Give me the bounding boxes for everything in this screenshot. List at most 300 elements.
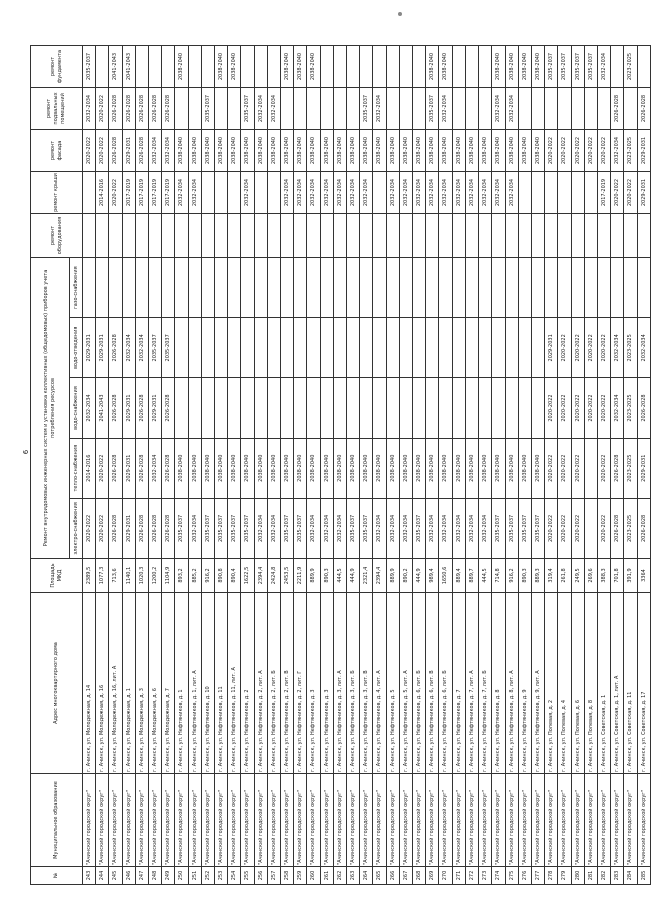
table-cell bbox=[294, 258, 307, 318]
table-cell bbox=[267, 46, 280, 88]
table-cell: 2020-2022 bbox=[597, 318, 610, 378]
table-cell: 2035-2037 bbox=[531, 498, 544, 558]
table-cell: 2032-2034 bbox=[399, 172, 412, 214]
table-cell: "Ачинский городской округ" bbox=[452, 774, 465, 867]
table-cell: 2035-2037 bbox=[149, 318, 162, 378]
table-cell bbox=[201, 318, 214, 378]
table-cell bbox=[373, 46, 386, 88]
table-cell: 283 bbox=[611, 867, 624, 885]
table-cell: 2032-2034 bbox=[611, 130, 624, 172]
table-row bbox=[637, 46, 650, 885]
table-cell: 2038-2040 bbox=[399, 130, 412, 172]
table-cell bbox=[439, 318, 452, 378]
table-cell: 2032-2034 bbox=[333, 498, 346, 558]
table-cell: 2035-2037 bbox=[201, 498, 214, 558]
table-cell: 2038-2040 bbox=[267, 130, 280, 172]
table-cell: г. Ачинск, ул. Нефтяников, д. 7, лит. А bbox=[465, 593, 478, 774]
table-cell bbox=[320, 258, 333, 318]
table-cell: "Ачинский городской округ" bbox=[531, 774, 544, 867]
table-cell: г. Ачинск, ул. Нефтяников, д. 6, лит. В bbox=[426, 593, 439, 774]
table-cell: 258 bbox=[281, 867, 294, 885]
table-cell: 2038-2040 bbox=[333, 438, 346, 498]
table-cell bbox=[320, 88, 333, 130]
table-cell: 2029-2031 bbox=[96, 318, 109, 378]
table-cell: 2038-2040 bbox=[294, 46, 307, 88]
table-row bbox=[175, 46, 188, 885]
table-cell: "Ачинский городской округ" bbox=[281, 774, 294, 867]
table-cell bbox=[531, 88, 544, 130]
table-cell bbox=[267, 318, 280, 378]
table-row bbox=[531, 46, 544, 885]
table-cell: 2038-2040 bbox=[531, 46, 544, 88]
table-cell bbox=[413, 378, 426, 438]
table-cell bbox=[175, 378, 188, 438]
table-cell bbox=[386, 214, 399, 258]
table-cell: 2017-2019 bbox=[122, 172, 135, 214]
table-row bbox=[611, 46, 624, 885]
table-cell: 261,8 bbox=[558, 559, 571, 593]
table-cell: г. Ачинск, ул. Нефтяников, д. 1, лит. А bbox=[188, 593, 201, 774]
table-cell bbox=[254, 172, 267, 214]
table-cell: 2038-2040 bbox=[373, 438, 386, 498]
table-cell bbox=[465, 214, 478, 258]
table-cell: 2032-2034 bbox=[373, 498, 386, 558]
table-cell: "Ачинский городской округ" bbox=[149, 774, 162, 867]
table-cell: 916,2 bbox=[201, 559, 214, 593]
table-row bbox=[135, 46, 148, 885]
table-cell: 2038-2040 bbox=[452, 438, 465, 498]
table-row bbox=[83, 46, 96, 885]
table-cell: г. Ачинск, ул. Нефтяников, д. 3 bbox=[307, 593, 320, 774]
table-cell: 2026-2028 bbox=[611, 88, 624, 130]
table-cell: 989,4 bbox=[426, 559, 439, 593]
table-cell bbox=[413, 46, 426, 88]
table-cell bbox=[465, 378, 478, 438]
table-cell bbox=[96, 258, 109, 318]
table-cell: 2038-2040 bbox=[531, 130, 544, 172]
table-cell bbox=[518, 378, 531, 438]
table-cell: 2032-2034 bbox=[320, 172, 333, 214]
table-cell bbox=[505, 378, 518, 438]
table-cell: 2026-2028 bbox=[135, 88, 148, 130]
table-cell bbox=[584, 438, 597, 498]
table-cell: 243 bbox=[83, 867, 96, 885]
table-cell bbox=[175, 318, 188, 378]
table-cell bbox=[584, 88, 597, 130]
scan-dot bbox=[398, 12, 402, 16]
table-cell: 2038-2040 bbox=[531, 438, 544, 498]
table-cell: 889,7 bbox=[465, 559, 478, 593]
table-cell: 2038-2040 bbox=[505, 46, 518, 88]
table-cell bbox=[545, 172, 558, 214]
table-row bbox=[571, 46, 584, 885]
table-cell bbox=[545, 214, 558, 258]
table-cell bbox=[373, 172, 386, 214]
table-cell: 2032-2034 bbox=[465, 172, 478, 214]
table-cell: 248 bbox=[149, 867, 162, 885]
table-row bbox=[122, 46, 135, 885]
table-cell bbox=[558, 172, 571, 214]
table-cell: 2032-2034 bbox=[135, 318, 148, 378]
table-cell: 264 bbox=[360, 867, 373, 885]
table-cell: 2020-2022 bbox=[584, 378, 597, 438]
table-cell bbox=[584, 258, 597, 318]
table-cell: 2038-2040 bbox=[386, 130, 399, 172]
table-cell: 2020-2022 bbox=[597, 130, 610, 172]
table-cell bbox=[584, 214, 597, 258]
table-cell bbox=[413, 88, 426, 130]
table-cell: 2035-2037 bbox=[558, 46, 571, 88]
table-row bbox=[399, 46, 412, 885]
table-cell: 2035-2037 bbox=[294, 498, 307, 558]
table-cell: 2035-2037 bbox=[162, 318, 175, 378]
table-cell: 2032-2034 bbox=[307, 172, 320, 214]
table-cell: 889,9 bbox=[307, 559, 320, 593]
table-cell: "Ачинский городской округ" bbox=[347, 774, 360, 867]
table-cell bbox=[267, 214, 280, 258]
table-cell: 257 bbox=[267, 867, 280, 885]
table-cell: 2038-2040 bbox=[413, 130, 426, 172]
table-cell: 2035-2037 bbox=[584, 46, 597, 88]
table-cell: 2029-2031 bbox=[122, 438, 135, 498]
table-cell: 2029-2031 bbox=[637, 438, 650, 498]
table-cell: 281 bbox=[584, 867, 597, 885]
table-row bbox=[96, 46, 109, 885]
table-row bbox=[624, 46, 637, 885]
table-cell: 2032-2034 bbox=[320, 498, 333, 558]
table-cell bbox=[347, 46, 360, 88]
table-cell: 2026-2028 bbox=[637, 88, 650, 130]
table-cell: г. Ачинск, ул. Нефтяников, д. 2 bbox=[241, 593, 254, 774]
table-cell: 2032-2034 bbox=[399, 498, 412, 558]
table-cell: 391,9 bbox=[624, 559, 637, 593]
table-cell: 270 bbox=[439, 867, 452, 885]
table-row bbox=[281, 46, 294, 885]
table-cell: 2038-2040 bbox=[215, 46, 228, 88]
table-cell bbox=[241, 258, 254, 318]
table-cell: 319,4 bbox=[545, 559, 558, 593]
table-cell bbox=[241, 46, 254, 88]
table-cell: 2020-2022 bbox=[558, 318, 571, 378]
table-cell: 2035-2037 bbox=[215, 498, 228, 558]
table-cell: 2026-2028 bbox=[149, 88, 162, 130]
table-cell: "Ачинский городской округ" bbox=[96, 774, 109, 867]
table-cell: 2032-2034 bbox=[386, 172, 399, 214]
table-cell: 2035-2037 bbox=[241, 88, 254, 130]
table-cell bbox=[267, 258, 280, 318]
table-cell bbox=[492, 258, 505, 318]
table-cell: 262 bbox=[333, 867, 346, 885]
table-cell: 2041-2043 bbox=[122, 46, 135, 88]
table-cell: "Ачинский городской округ" bbox=[175, 774, 188, 867]
table-cell: 2029-2031 bbox=[545, 318, 558, 378]
table-cell: 2038-2040 bbox=[492, 438, 505, 498]
table-cell: 2038-2040 bbox=[175, 130, 188, 172]
table-cell: 2032-2034 bbox=[360, 172, 373, 214]
table-cell: г. Ачинск, ул. Советская, д. 11 bbox=[624, 593, 637, 774]
table-cell: 2424,8 bbox=[267, 559, 280, 593]
table-cell: 2020-2022 bbox=[83, 130, 96, 172]
table-cell bbox=[360, 258, 373, 318]
table-cell bbox=[267, 172, 280, 214]
table-cell: 889,4 bbox=[452, 559, 465, 593]
table-cell: 2032-2034 bbox=[439, 172, 452, 214]
table-cell bbox=[531, 258, 544, 318]
table-cell bbox=[558, 88, 571, 130]
table-cell bbox=[531, 172, 544, 214]
table-cell bbox=[518, 88, 531, 130]
table-cell bbox=[281, 318, 294, 378]
table-cell bbox=[465, 258, 478, 318]
table-cell bbox=[215, 378, 228, 438]
table-cell bbox=[637, 46, 650, 88]
table-cell: 2017-2019 bbox=[162, 172, 175, 214]
header-roof: ремонт крыши bbox=[31, 172, 83, 214]
table-cell bbox=[109, 214, 122, 258]
table-cell bbox=[505, 214, 518, 258]
table-cell bbox=[439, 378, 452, 438]
table-cell: 2032-2034 bbox=[492, 88, 505, 130]
table-cell: 2020-2022 bbox=[558, 378, 571, 438]
table-cell: 2035-2037 bbox=[505, 498, 518, 558]
table-cell bbox=[254, 214, 267, 258]
table-cell bbox=[505, 258, 518, 318]
table-cell: 2026-2028 bbox=[149, 498, 162, 558]
table-cell: 2032-2034 bbox=[426, 172, 439, 214]
table-cell: 276 bbox=[518, 867, 531, 885]
table-cell bbox=[413, 258, 426, 318]
table-cell bbox=[413, 318, 426, 378]
table-cell: 2038-2040 bbox=[518, 46, 531, 88]
table-cell: г. Ачинск, ул. Нефтяников, д. 8 bbox=[492, 593, 505, 774]
table-cell: 272 bbox=[465, 867, 478, 885]
table-cell: 2032-2034 bbox=[83, 88, 96, 130]
table-cell: "Ачинский городской округ" bbox=[307, 774, 320, 867]
table-cell bbox=[96, 214, 109, 258]
table-cell: 2032-2034 bbox=[492, 172, 505, 214]
table-cell bbox=[624, 258, 637, 318]
table-cell: 2026-2028 bbox=[122, 88, 135, 130]
table-cell: г. Ачинск, ул. Нефтяников, д. 7, лит. Б bbox=[479, 593, 492, 774]
table-cell: 2032-2034 bbox=[452, 172, 465, 214]
table-cell bbox=[597, 88, 610, 130]
table-cell: 2032-2034 bbox=[439, 88, 452, 130]
table-cell: 2026-2028 bbox=[109, 88, 122, 130]
table-cell: 2032-2034 bbox=[597, 46, 610, 88]
table-cell: 2032-2034 bbox=[122, 318, 135, 378]
table-cell: 2038-2040 bbox=[294, 438, 307, 498]
table-cell: "Ачинский городской округ" bbox=[505, 774, 518, 867]
table-cell: 2026-2028 bbox=[135, 498, 148, 558]
table-cell: г. Ачинск, ул. Молодежная, д. 3 bbox=[135, 593, 148, 774]
table-cell: 2017-2019 bbox=[135, 172, 148, 214]
table-cell bbox=[83, 172, 96, 214]
table-cell: 2026-2028 bbox=[135, 130, 148, 172]
table-cell: 2020-2022 bbox=[83, 498, 96, 558]
table-cell: 2032-2034 bbox=[439, 498, 452, 558]
table-cell: г. Ачинск, ул. Нефтяников, д. 6, лит. Б bbox=[413, 593, 426, 774]
table-cell: 2035-2037 bbox=[571, 46, 584, 88]
table-cell bbox=[584, 498, 597, 558]
table-cell bbox=[465, 318, 478, 378]
table-cell: 2032-2034 bbox=[307, 498, 320, 558]
table-cell: 2026-2028 bbox=[109, 498, 122, 558]
table-cell: 2038-2040 bbox=[228, 438, 241, 498]
table-cell: 1622,5 bbox=[241, 559, 254, 593]
table-cell: "Ачинский городской округ" bbox=[267, 774, 280, 867]
table-cell: г. Ачинск, ул. Молодежная, д. 1 bbox=[122, 593, 135, 774]
table-cell: 2038-2040 bbox=[333, 130, 346, 172]
table-cell bbox=[307, 258, 320, 318]
table-cell: 265 bbox=[373, 867, 386, 885]
header-basement: ремонт подвальных помещений bbox=[31, 88, 83, 130]
table-cell: 2032-2034 bbox=[347, 172, 360, 214]
table-cell: 2026-2028 bbox=[109, 318, 122, 378]
table-cell: 2020-2022 bbox=[545, 438, 558, 498]
table-cell: 2035-2037 bbox=[413, 498, 426, 558]
table-cell bbox=[479, 258, 492, 318]
table-row bbox=[254, 46, 267, 885]
table-cell: 2038-2040 bbox=[201, 130, 214, 172]
table-cell: 245 bbox=[109, 867, 122, 885]
table-cell bbox=[452, 88, 465, 130]
table-cell: 2038-2040 bbox=[413, 438, 426, 498]
table-cell bbox=[96, 46, 109, 88]
table-cell: 2026-2028 bbox=[162, 438, 175, 498]
table-cell: 268 bbox=[413, 867, 426, 885]
table-cell: 2026-2028 bbox=[109, 378, 122, 438]
table-cell bbox=[479, 318, 492, 378]
table-cell: 2026-2028 bbox=[162, 378, 175, 438]
table-cell: 279 bbox=[558, 867, 571, 885]
table-cell: 2020-2022 bbox=[624, 172, 637, 214]
table-cell bbox=[386, 46, 399, 88]
table-cell bbox=[518, 214, 531, 258]
table-row bbox=[479, 46, 492, 885]
table-cell bbox=[452, 46, 465, 88]
table-cell: 890,3 bbox=[518, 559, 531, 593]
table-cell: 2035-2037 bbox=[360, 88, 373, 130]
table-cell bbox=[545, 258, 558, 318]
table-cell: 2038-2040 bbox=[281, 130, 294, 172]
table-cell: "Ачинский городской округ" bbox=[135, 774, 148, 867]
table-row bbox=[320, 46, 333, 885]
repair-schedule-table bbox=[30, 45, 651, 885]
table-cell: 889,3 bbox=[531, 559, 544, 593]
table-cell: "Ачинский городской округ" bbox=[373, 774, 386, 867]
table-cell: 2020-2022 bbox=[597, 378, 610, 438]
table-cell: 256 bbox=[254, 867, 267, 885]
table-cell: 2020-2022 bbox=[571, 378, 584, 438]
table-cell bbox=[439, 258, 452, 318]
table-cell bbox=[201, 378, 214, 438]
table-cell: "Ачинский городской округ" bbox=[571, 774, 584, 867]
table-cell: "Ачинский городской округ" bbox=[399, 774, 412, 867]
table-cell bbox=[162, 258, 175, 318]
table-cell bbox=[479, 46, 492, 88]
table-cell bbox=[360, 378, 373, 438]
table-cell: г. Ачинск, ул. Полевая, д. 6 bbox=[571, 593, 584, 774]
table-cell: г. Ачинск, ул. Нефтяников, д. 3, лит. А bbox=[333, 593, 346, 774]
table-cell bbox=[558, 214, 571, 258]
table-cell: 1104,9 bbox=[162, 559, 175, 593]
table-cell bbox=[492, 318, 505, 378]
table-cell bbox=[162, 214, 175, 258]
table-cell bbox=[479, 378, 492, 438]
table-cell bbox=[307, 214, 320, 258]
table-cell: 249 bbox=[162, 867, 175, 885]
table-cell: 890,2 bbox=[399, 559, 412, 593]
table-cell: 2020-2022 bbox=[558, 498, 571, 558]
table-cell bbox=[571, 88, 584, 130]
table-cell bbox=[399, 318, 412, 378]
table-cell: 2014-2016 bbox=[96, 172, 109, 214]
table-cell bbox=[518, 258, 531, 318]
table-cell bbox=[426, 214, 439, 258]
table-cell bbox=[135, 214, 148, 258]
table-cell: 713,6 bbox=[109, 559, 122, 593]
table-cell: 714,8 bbox=[492, 559, 505, 593]
table-cell: 2032-2034 bbox=[188, 498, 201, 558]
table-cell: 2032-2034 bbox=[413, 172, 426, 214]
table-cell: 2038-2040 bbox=[294, 130, 307, 172]
table-cell: 2035-2037 bbox=[518, 498, 531, 558]
table-cell: 2023-2025 bbox=[624, 438, 637, 498]
table-cell: 2020-2022 bbox=[545, 130, 558, 172]
table-cell: 282 bbox=[597, 867, 610, 885]
table-cell: 259 bbox=[294, 867, 307, 885]
table-cell: 2035-2037 bbox=[201, 88, 214, 130]
table-cell bbox=[452, 258, 465, 318]
table-cell bbox=[333, 214, 346, 258]
table-cell: 2035-2037 bbox=[281, 498, 294, 558]
table-cell: 253 bbox=[215, 867, 228, 885]
table-cell bbox=[188, 88, 201, 130]
table-cell: "Ачинский городской округ" bbox=[413, 774, 426, 867]
table-cell bbox=[531, 318, 544, 378]
table-cell: "Ачинский городской округ" bbox=[241, 774, 254, 867]
table-row bbox=[347, 46, 360, 885]
table-cell: 2020-2022 bbox=[571, 498, 584, 558]
table-cell bbox=[188, 378, 201, 438]
table-cell: 273 bbox=[479, 867, 492, 885]
table-row bbox=[201, 46, 214, 885]
table-cell bbox=[294, 378, 307, 438]
table-cell: 890,8 bbox=[215, 559, 228, 593]
table-cell: 2017-2019 bbox=[149, 172, 162, 214]
table-cell: 2026-2028 bbox=[109, 438, 122, 498]
table-cell: 2038-2040 bbox=[426, 130, 439, 172]
table-cell: 2023-2025 bbox=[624, 318, 637, 378]
table-cell: 2035-2037 bbox=[241, 498, 254, 558]
table-cell bbox=[386, 88, 399, 130]
table-cell bbox=[307, 378, 320, 438]
table-cell: 2026-2028 bbox=[637, 498, 650, 558]
table-cell bbox=[175, 258, 188, 318]
table-cell bbox=[545, 88, 558, 130]
table-cell: "Ачинский городской округ" bbox=[122, 774, 135, 867]
table-cell bbox=[373, 214, 386, 258]
table-cell bbox=[452, 318, 465, 378]
table-cell bbox=[571, 258, 584, 318]
table-cell bbox=[386, 318, 399, 378]
table-cell bbox=[215, 318, 228, 378]
header-area: Площадь МКД bbox=[31, 559, 83, 593]
table-cell bbox=[201, 214, 214, 258]
table-cell: 2032-2034 bbox=[241, 172, 254, 214]
table-cell: г. Ачинск, ул. Нефтяников, д. 10 bbox=[201, 593, 214, 774]
table-cell: 2038-2040 bbox=[399, 438, 412, 498]
